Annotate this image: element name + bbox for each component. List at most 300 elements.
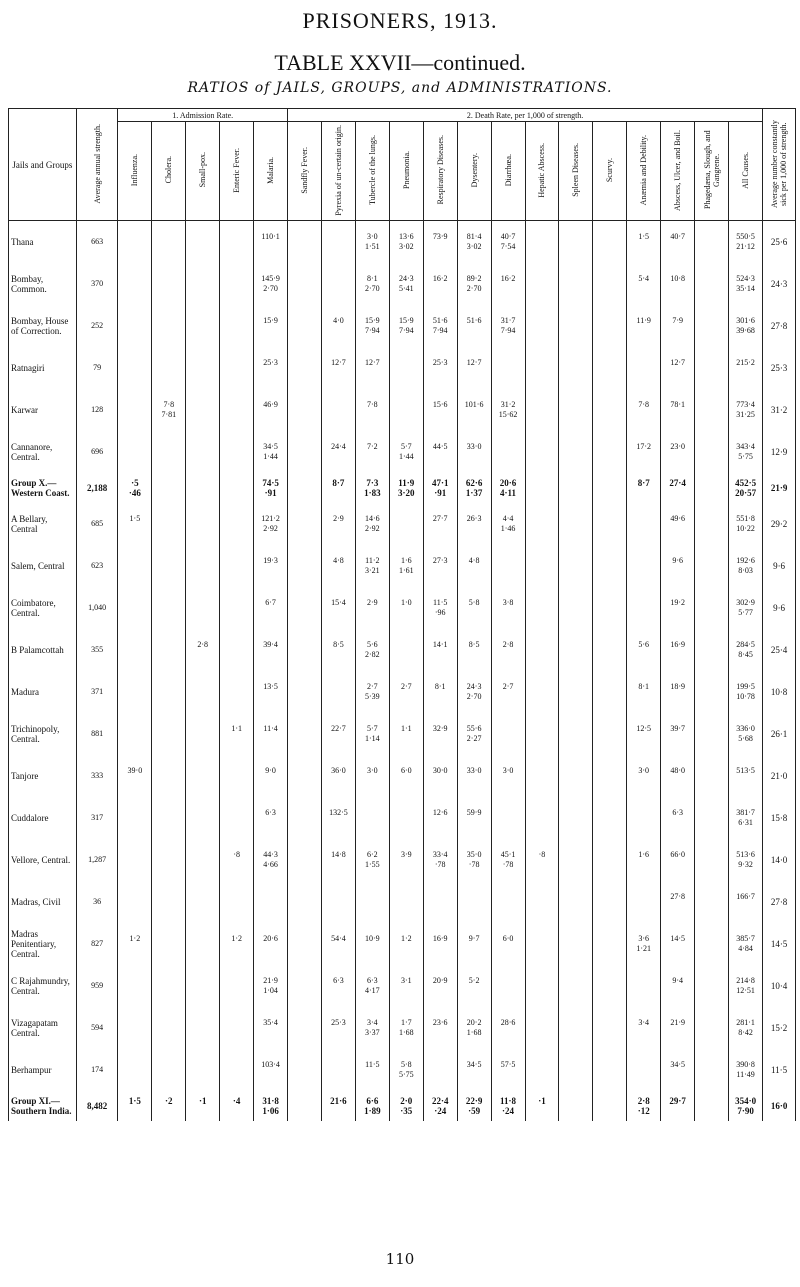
rate-cell (118, 1091, 152, 1121)
rate-cell (491, 503, 525, 545)
death-value: 3·37 (365, 1027, 380, 1037)
sick-cell: 27·8 (763, 305, 796, 347)
admission-value (526, 892, 559, 902)
rate-cell (220, 545, 254, 587)
death-value (627, 650, 660, 660)
death-value (220, 776, 253, 786)
rate-cell (729, 1007, 763, 1049)
rate-cell (661, 755, 695, 797)
death-value (186, 488, 219, 498)
table-row (9, 305, 796, 347)
death-value (695, 284, 728, 294)
admission-value: 132·5 (329, 807, 348, 817)
sick-cell: 16·0 (763, 1091, 796, 1121)
rate-cell (288, 503, 322, 545)
admission-value: 24·3 (466, 681, 482, 691)
admission-value: 1·7 (400, 1017, 412, 1027)
admission-value (526, 766, 559, 776)
death-value (220, 734, 253, 744)
death-value (390, 818, 423, 828)
death-value (729, 902, 762, 912)
rate-cell (627, 881, 661, 923)
rate-cell (491, 431, 525, 473)
death-value (220, 1028, 253, 1038)
rate-cell (321, 1091, 355, 1121)
death-value (627, 368, 660, 378)
rate-cell (695, 431, 729, 473)
rate-cell (491, 1091, 525, 1121)
rate-cell (627, 923, 661, 965)
admission-value (593, 232, 626, 242)
jail-name: Karwar (9, 389, 77, 431)
death-value (424, 566, 457, 576)
rate-cell (321, 263, 355, 305)
rate-cell (559, 263, 593, 305)
death-value (526, 986, 559, 996)
death-value (627, 1070, 660, 1080)
death-value: 3·20 (398, 487, 415, 498)
rate-cell (118, 587, 152, 629)
death-value (390, 734, 423, 744)
admission-value (220, 682, 253, 692)
death-value (593, 776, 626, 786)
rate-cell (118, 431, 152, 473)
admission-value: 773·4 (736, 399, 755, 409)
admission-value (627, 598, 660, 608)
admission-value: 3·1 (400, 975, 412, 985)
admission-value (695, 1018, 728, 1028)
death-value (322, 452, 355, 462)
admission-value: 11·9 (636, 315, 651, 325)
rate-cell (389, 473, 423, 503)
rate-cell (661, 1007, 695, 1049)
group-row (9, 1091, 796, 1121)
rate-cell (220, 587, 254, 629)
death-value (627, 818, 660, 828)
death-value (559, 242, 592, 252)
death-value: 5·68 (738, 733, 753, 743)
rate-cell (661, 713, 695, 755)
strength-cell: 371 (76, 671, 118, 713)
admission-value (322, 1060, 355, 1070)
rate-cell (321, 305, 355, 347)
rate-cell (729, 587, 763, 629)
death-value: 7·94 (500, 325, 516, 335)
rate-cell (288, 1049, 322, 1091)
rate-cell (389, 503, 423, 545)
admission-value (593, 1096, 626, 1106)
table-row (9, 713, 796, 755)
admission-value (288, 442, 321, 452)
rate-cell (525, 629, 559, 671)
death-value: 1·61 (398, 565, 414, 575)
death-value (118, 902, 151, 912)
rate-cell (661, 629, 695, 671)
admission-value: 1·1 (231, 723, 242, 733)
rate-cell (593, 839, 627, 881)
rate-cell (525, 587, 559, 629)
death-value (627, 776, 660, 786)
strength-header: Average annual strength. (76, 109, 118, 221)
rate-cell (186, 755, 220, 797)
rate-cell (661, 221, 695, 263)
admission-value (526, 358, 559, 368)
rate-cell (220, 1049, 254, 1091)
death-value (288, 650, 321, 660)
death-value: ·35 (400, 1105, 413, 1116)
admission-value (492, 808, 525, 818)
death-value: 39·68 (736, 325, 755, 335)
jail-name: Tanjore (9, 755, 77, 797)
jail-name: B Palamcottah (9, 629, 77, 671)
death-value (559, 944, 592, 954)
rate-cell (152, 347, 186, 389)
rate-cell (355, 431, 389, 473)
rate-cell (321, 1007, 355, 1049)
death-value (559, 1106, 592, 1116)
admission-value: 8·5 (333, 639, 344, 649)
rate-cell (254, 305, 288, 347)
admission-value (593, 724, 626, 734)
death-value (492, 452, 525, 462)
rate-cell (695, 629, 729, 671)
rate-cell (457, 347, 491, 389)
death-value (695, 692, 728, 702)
admission-value: 21·6 (330, 1095, 347, 1106)
admission-value (220, 640, 253, 650)
rate-cell (118, 923, 152, 965)
admission-value (695, 358, 728, 368)
death-value (492, 284, 525, 294)
admission-value (695, 316, 728, 326)
death-value (526, 488, 559, 498)
admission-value: 55·6 (466, 723, 482, 733)
admission-value: ·5 (131, 477, 139, 488)
admission-value: 18·9 (670, 681, 685, 691)
rate-cell (288, 431, 322, 473)
death-value (322, 692, 355, 702)
death-value (526, 734, 559, 744)
rate-cell (661, 797, 695, 839)
admission-value (118, 808, 151, 818)
death-value (356, 608, 389, 618)
rate-cell (355, 347, 389, 389)
rate-cell (525, 347, 559, 389)
strength-cell: 252 (76, 305, 118, 347)
admission-value (186, 556, 219, 566)
rate-cell (254, 347, 288, 389)
rate-cell (593, 305, 627, 347)
rate-cell (559, 431, 593, 473)
death-value (458, 902, 491, 912)
admission-value (186, 478, 219, 488)
death-value (424, 692, 457, 702)
admission-value (152, 598, 185, 608)
death-value (526, 452, 559, 462)
admission-value (118, 316, 151, 326)
table-row (9, 965, 796, 1007)
death-value (559, 860, 592, 870)
admission-value: 7·9 (672, 315, 683, 325)
death-value (356, 368, 389, 378)
table-row (9, 587, 796, 629)
death-value (627, 692, 660, 702)
admission-value (288, 766, 321, 776)
admission-value: 343·4 (736, 441, 755, 451)
admission-value: 39·0 (127, 765, 143, 775)
admission-value (186, 316, 219, 326)
admission-value: 24·4 (331, 441, 346, 451)
rate-cell (288, 797, 322, 839)
death-value (186, 410, 219, 420)
admission-value: 15·4 (331, 597, 346, 607)
rate-cell (186, 473, 220, 503)
admission-value (186, 724, 219, 734)
admission-value (627, 1060, 660, 1070)
death-value (152, 608, 185, 618)
rate-cell (220, 1007, 254, 1049)
admission-value (695, 514, 728, 524)
death-value: 31·25 (736, 409, 755, 419)
death-value (593, 818, 626, 828)
admission-value (559, 724, 592, 734)
death-value: 4·66 (263, 859, 278, 869)
admission-value: 452·5 (735, 477, 757, 488)
rate-cell (525, 431, 559, 473)
admission-value: 10·8 (670, 273, 685, 283)
admission-value: 19·2 (670, 597, 685, 607)
admission-value (559, 598, 592, 608)
admission-value (152, 766, 185, 776)
death-value (458, 776, 491, 786)
admission-value: 2·7 (502, 681, 514, 691)
death-value (220, 650, 253, 660)
admission-value (695, 274, 728, 284)
admission-value (593, 442, 626, 452)
admission-value (526, 1060, 559, 1070)
admission-rate-header: 1. Admission Rate. (118, 109, 288, 122)
rate-cell (254, 587, 288, 629)
admission-value: 3·9 (400, 849, 412, 859)
strength-cell: 827 (76, 923, 118, 965)
death-value: 12·51 (736, 985, 755, 995)
sick-cell: 11·5 (763, 1049, 796, 1091)
death-value (220, 608, 253, 618)
admission-value (152, 316, 185, 326)
jails-header: Jails and Groups (9, 109, 77, 221)
rate-cell (695, 965, 729, 1007)
rate-cell (729, 629, 763, 671)
rate-cell (152, 305, 186, 347)
strength-cell: 959 (76, 965, 118, 1007)
admission-value: 3·0 (638, 765, 650, 775)
death-value (254, 902, 287, 912)
admission-value (695, 1060, 728, 1070)
death-value (186, 284, 219, 294)
rate-cell (254, 503, 288, 545)
sick-cell: 21·0 (763, 755, 796, 797)
admission-value (390, 892, 423, 902)
page-number: 110 (385, 1250, 415, 1268)
death-value (152, 488, 185, 498)
disease-header: Pneumonia. (389, 122, 423, 221)
jail-name: Madura (9, 671, 77, 713)
admission-value: 11·8 (500, 1095, 517, 1106)
death-value (424, 734, 457, 744)
rate-cell (627, 629, 661, 671)
death-value (254, 1028, 287, 1038)
jail-name: Vellore, Central. (9, 839, 77, 881)
rate-cell (288, 839, 322, 881)
death-value (559, 986, 592, 996)
rate-cell (118, 881, 152, 923)
admission-value: 6·0 (400, 765, 412, 775)
admission-value (695, 850, 728, 860)
death-value: 1·68 (466, 1027, 482, 1037)
admission-value: 166·7 (736, 891, 755, 901)
admission-value (152, 1018, 185, 1028)
admission-value: 5·6 (367, 639, 378, 649)
admission-value: 390·8 (736, 1059, 755, 1069)
admission-value: 27·8 (670, 891, 685, 901)
rate-cell (661, 263, 695, 305)
rate-cell (186, 881, 220, 923)
admission-value (593, 640, 626, 650)
admission-value: 12·7 (466, 357, 482, 367)
rate-cell (423, 263, 457, 305)
admission-value (559, 274, 592, 284)
rate-cell (321, 755, 355, 797)
admission-value: 14·1 (432, 639, 448, 649)
death-value: ·96 (434, 607, 446, 617)
rate-cell (288, 1007, 322, 1049)
death-value (627, 1028, 660, 1038)
table-row (9, 1049, 796, 1091)
admission-value: 5·2 (468, 975, 480, 985)
admission-value: 3·0 (367, 765, 378, 775)
death-value (424, 410, 457, 420)
sick-cell: 21·9 (763, 473, 796, 503)
rate-cell (152, 263, 186, 305)
strength-cell: 128 (76, 389, 118, 431)
rate-cell (321, 797, 355, 839)
death-value (695, 902, 728, 912)
death-value (559, 488, 592, 498)
death-value (322, 1070, 355, 1080)
rate-cell (152, 839, 186, 881)
rate-cell (729, 305, 763, 347)
rate-cell (220, 389, 254, 431)
death-value (526, 566, 559, 576)
admission-value: 6·7 (265, 597, 276, 607)
admission-value: 49·6 (670, 513, 685, 523)
death-value (118, 452, 151, 462)
rate-cell (152, 629, 186, 671)
strength-cell: 355 (76, 629, 118, 671)
rate-cell (525, 671, 559, 713)
death-value (492, 692, 525, 702)
death-value (458, 986, 491, 996)
rate-cell (355, 503, 389, 545)
rate-cell (491, 1007, 525, 1049)
death-value (492, 566, 525, 576)
admission-value: 1·6 (400, 555, 412, 565)
death-value (559, 650, 592, 660)
rate-cell (220, 263, 254, 305)
rate-cell (627, 347, 661, 389)
rate-cell (355, 755, 389, 797)
rate-cell (220, 1091, 254, 1121)
rate-cell (695, 389, 729, 431)
rate-cell (254, 1091, 288, 1121)
rate-cell (627, 965, 661, 1007)
death-value: 35·14 (736, 283, 755, 293)
rate-cell (729, 713, 763, 755)
death-value (322, 860, 355, 870)
admission-value (458, 892, 491, 902)
rate-cell (661, 881, 695, 923)
admission-value: 33·0 (466, 441, 482, 451)
death-value (695, 608, 728, 618)
death-value: 8·42 (738, 1027, 753, 1037)
sick-cell: 27·8 (763, 881, 796, 923)
rate-cell (661, 503, 695, 545)
admission-value (593, 1018, 626, 1028)
admission-value (559, 682, 592, 692)
admission-value (559, 850, 592, 860)
admission-value: 57·5 (500, 1059, 516, 1069)
death-value (288, 368, 321, 378)
death-value (356, 944, 389, 954)
admission-value (152, 232, 185, 242)
rate-cell (559, 629, 593, 671)
admission-value (526, 514, 559, 524)
death-value: 4·17 (365, 985, 380, 995)
admission-value: 23·6 (432, 1017, 448, 1027)
table-row (9, 797, 796, 839)
admission-value: 301·6 (736, 315, 755, 325)
admission-value: ·1 (538, 1095, 546, 1106)
rate-cell (423, 545, 457, 587)
admission-value (593, 892, 626, 902)
death-value: 8·45 (738, 649, 753, 659)
death-value: 7·90 (737, 1105, 754, 1116)
rate-cell (389, 923, 423, 965)
death-value (254, 944, 287, 954)
rate-cell (288, 671, 322, 713)
admission-value (288, 976, 321, 986)
admission-value: 6·6 (366, 1095, 379, 1106)
rate-cell (220, 713, 254, 755)
admission-value (288, 274, 321, 284)
admission-value (559, 1096, 592, 1106)
admission-value: 513·5 (736, 765, 755, 775)
admission-value (322, 682, 355, 692)
rate-cell (288, 221, 322, 263)
rate-cell (220, 671, 254, 713)
admission-value (288, 598, 321, 608)
rate-cell (695, 755, 729, 797)
strength-cell: 370 (76, 263, 118, 305)
death-value (152, 242, 185, 252)
rate-cell (661, 965, 695, 1007)
death-value (627, 452, 660, 462)
death-value: 1·83 (364, 487, 381, 498)
rate-cell (186, 431, 220, 473)
death-value (559, 1070, 592, 1080)
rate-cell (186, 1091, 220, 1121)
rate-cell (254, 923, 288, 965)
